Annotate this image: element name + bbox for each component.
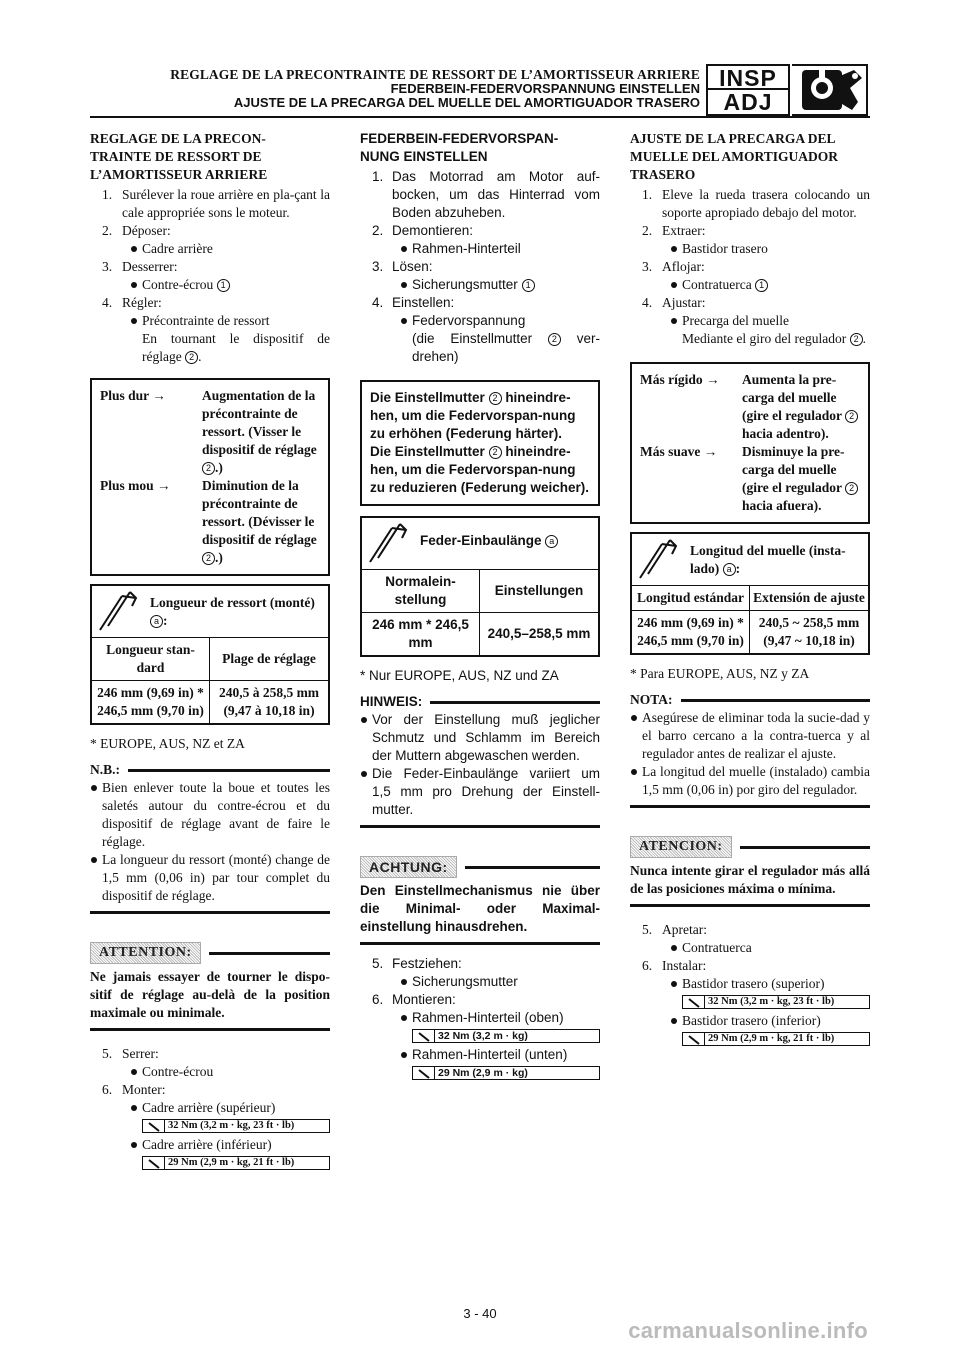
step-6: 6. Monter: — [102, 1082, 166, 1097]
torque-wrench-icon — [143, 1120, 165, 1132]
adjustment-box: Die Einstellmutter 2 hineindre-hen, um die Federvorspan-nung zu erhöhen (Federung härter). Die Einstellmutter 2 hineindre-hen, um die Federvorspan-nung zu reduzieren (Federung weicher). — [360, 380, 600, 506]
list-item: Contratuerca 1 — [630, 276, 870, 294]
list-item: Precarga del muelle — [630, 312, 870, 330]
callout-1: 1 — [217, 279, 230, 292]
adjustment-box: Más rígido → Aumenta la pre-carga del muelle (gire el regulador 2 hacia adentro). Más suave → Disminuye la pre-carga del muelle (gire el regulador 2 hacia afuera). — [630, 362, 870, 524]
step-5: 5. Serrer: — [102, 1046, 159, 1061]
divider — [90, 911, 330, 914]
spec-table: Longitud del muelle (insta-lado) a : Longitud estándar Extensión de ajuste 246 mm (9,69 in) * 246,5 mm (9,70 in) 240,5 ~ 258,5 mm (9,47 ~ 10,18 in) — [630, 532, 870, 655]
header-title-fr: REGLAGE DE LA PRECONTRAINTE DE RESSORT DE L’AMORTISSEUR ARRIERE — [170, 67, 700, 82]
torque-spec: 32 Nm (3,2 m · kg) — [412, 1029, 600, 1043]
list-item: Contratuerca — [630, 939, 870, 957]
list-item: Sicherungsmutter 1 — [360, 276, 600, 294]
list-item: Cadre arrière (supérieur) — [90, 1099, 330, 1117]
step-6: 6. Montieren: — [372, 992, 456, 1007]
list-item: Précontrainte de ressort — [90, 312, 330, 330]
footnote: * EUROPE, AUS, NZ et ZA — [90, 736, 245, 751]
step-3: 3. Lösen: — [372, 259, 433, 274]
divider — [360, 942, 600, 945]
step-1: 1. Surélever la roue arrière en pla-çant la cale appropriée sons le moteur. — [102, 187, 330, 220]
step-2: 2. Demontieren: — [372, 223, 474, 238]
step-2: 2. Extraer: — [642, 223, 706, 238]
list-item: Bastidor trasero (superior) — [630, 975, 870, 993]
badge-insp: INSP — [708, 66, 788, 90]
attention-header: ATENCION: — [630, 836, 870, 858]
step-note: Mediante el giro del regulador 2 . — [682, 331, 866, 346]
note-header: N.B.: — [90, 761, 330, 779]
footnote: * Para EUROPE, AUS, NZ y ZA — [630, 666, 810, 681]
torque-spec: 29 Nm (2,9 m · kg) — [412, 1066, 600, 1080]
torque-wrench-icon — [143, 1157, 165, 1169]
step-6: 6. Instalar: — [642, 958, 707, 973]
note-item: La longueur du ressort (monté) change de 1,5 mm (0,06 in) par tour complet du dispositif de réglage. — [90, 851, 330, 905]
list-item: Bastidor trasero — [630, 240, 870, 258]
note-header: NOTA: — [630, 691, 870, 709]
list-item: Bastidor trasero (inferior) — [630, 1012, 870, 1030]
torque-wrench-icon — [413, 1030, 435, 1042]
attention-text: Ne jamais essayer de tourner le dispo-sitif de réglage au-delà de la position maximale ou minimale. — [90, 969, 330, 1020]
divider — [360, 825, 600, 828]
list-item: Contre-écrou — [90, 1063, 330, 1081]
spec-table: Longueur de ressort (monté) a : Longueur stan-dard Plage de réglage 246 mm (9,69 in) * 246,5 mm (9,70 in) 240,5 à 258,5 mm (9,47 à 10,18 in) — [90, 584, 330, 725]
callout-1: 1 — [522, 279, 535, 292]
step-5: 5. Festziehen: — [372, 956, 462, 971]
insp-adj-badge — [706, 64, 790, 116]
header-title-de: FEDERBEIN-FEDERVORSPANNUNG EINSTELLEN — [390, 81, 700, 96]
step-3: 3. Aflojar: — [642, 259, 705, 274]
step-3: 3. Desserrer: — [102, 259, 178, 274]
step-4: 4. Einstellen: — [372, 295, 455, 310]
callout-2: 2 — [850, 333, 863, 346]
header-title-es: AJUSTE DE LA PRECARGA DEL MUELLE DEL AMORTIGUADOR TRASERO — [233, 95, 700, 110]
step-4: 4. Ajustar: — [642, 295, 706, 310]
caliper-icon — [92, 586, 150, 637]
torque-spec: 29 Nm (2,9 m · kg, 21 ft · lb) — [142, 1156, 330, 1170]
note-item: Die Feder-Einbaulänge variiert um 1,5 mm pro Drehung der Einstell-mutter. — [360, 765, 600, 819]
torque-wrench-icon — [413, 1067, 435, 1079]
section-title: AJUSTE DE LA PRECARGA DEL MUELLE DEL AMORTIGUADOR TRASERO — [630, 131, 839, 182]
step-5: 5. Apretar: — [642, 922, 707, 937]
torque-spec: 32 Nm (3,2 m · kg, 23 ft · lb) — [142, 1119, 330, 1133]
column-spanish — [630, 130, 870, 1049]
step-note: En tournant le dispositif de réglage 2 . — [142, 331, 330, 364]
torque-wrench-icon — [683, 1033, 705, 1045]
note-item: La longitud del muelle (instalado) cambia 1,5 mm (0,06 in) por giro del regulador. — [630, 763, 870, 799]
page-number: 3 - 40 — [463, 1306, 497, 1321]
section-title: FEDERBEIN-FEDERVORSPAN- NUNG EINSTELLEN — [360, 131, 559, 164]
step-2: 2. Déposer: — [102, 223, 171, 238]
column-french — [90, 130, 330, 1173]
footnote: * Nur EUROPE, AUS, NZ und ZA — [360, 668, 559, 683]
note-item: Bien enlever toute la boue et toutes les saletés autour du contre-écrou et du dispositif de réglage avant de faire le réglage. — [90, 779, 330, 851]
callout-2: 2 — [548, 333, 561, 346]
note-item: Asegúrese de eliminar toda la sucie-dad y el barro cercano a la contra-tuerca y al regulador antes de realizar el ajuste. — [630, 709, 870, 763]
caliper-icon — [632, 534, 690, 585]
divider — [630, 805, 870, 808]
attention-header: ATTENTION: — [90, 942, 330, 964]
caliper-icon — [362, 518, 420, 569]
list-item: Sicherungsmutter — [360, 973, 600, 991]
attention-header: ACHTUNG: — [360, 856, 600, 878]
attention-text: Nunca intente girar el regulador más allá de las posiciones máxima o mínima. — [630, 863, 870, 896]
note-header: HINWEIS: — [360, 693, 600, 711]
list-item: Rahmen-Hinterteil — [360, 240, 600, 258]
attention-text: Den Einstellmechanismus nie über die Minimal- oder Maximal-einstellung hinausdrehen. — [360, 883, 600, 934]
badge-adj: ADJ — [723, 89, 773, 115]
divider — [90, 1028, 330, 1031]
section-title: REGLAGE DE LA PRECON- TRAINTE DE RESSORT DE L’AMORTISSEUR ARRIERE — [90, 131, 268, 182]
divider — [630, 904, 870, 907]
list-item: Rahmen-Hinterteil (unten) — [360, 1046, 600, 1064]
wrench-tool-icon — [792, 64, 868, 116]
callout-2: 2 — [185, 351, 198, 364]
note-item: Vor der Einstellung muß jeglicher Schmutz und Schlamm im Bereich der Muttern abgewaschen werden. — [360, 711, 600, 765]
list-item: Cadre arrière (inférieur) — [90, 1136, 330, 1154]
watermark: carmanualsonline.info — [628, 1318, 868, 1343]
torque-spec: 32 Nm (3,2 m · kg, 23 ft · lb) — [682, 995, 870, 1009]
list-item: Rahmen-Hinterteil (oben) — [360, 1009, 600, 1027]
adjustment-box: Plus dur → Augmentation de la précontrainte de ressort. (Visser le dispositif de réglage 2 .) Plus mou → Diminution de la précontrainte de ressort. (Dévisser le dispositif de réglage 2 .) — [90, 378, 330, 576]
step-1: 1. Das Motorrad am Motor auf-bocken, um das Hinterrad vom Boden abzuheben. — [372, 169, 600, 220]
step-1: 1. Eleve la rueda trasera colocando un soporte apropiado debajo del motor. — [642, 187, 870, 220]
torque-wrench-icon — [683, 996, 705, 1008]
list-item: Contre-écrou 1 — [90, 276, 330, 294]
header-rule — [90, 116, 870, 118]
step-note: (die Einstellmutter 2 ver-drehen) — [412, 331, 600, 364]
step-4: 4. Régler: — [102, 295, 162, 310]
list-item: Cadre arrière — [90, 240, 330, 258]
list-item: Federvorspannung — [360, 312, 600, 330]
header-titles — [100, 68, 700, 110]
callout-1: 1 — [755, 279, 768, 292]
spec-table: Feder-Einbaulänge a Normalein-stellung Einstellungen 246 mm * 246,5 mm 240,5–258,5 mm — [360, 516, 600, 657]
column-german — [360, 130, 600, 1083]
torque-spec: 29 Nm (2,9 m · kg, 21 ft · lb) — [682, 1032, 870, 1046]
